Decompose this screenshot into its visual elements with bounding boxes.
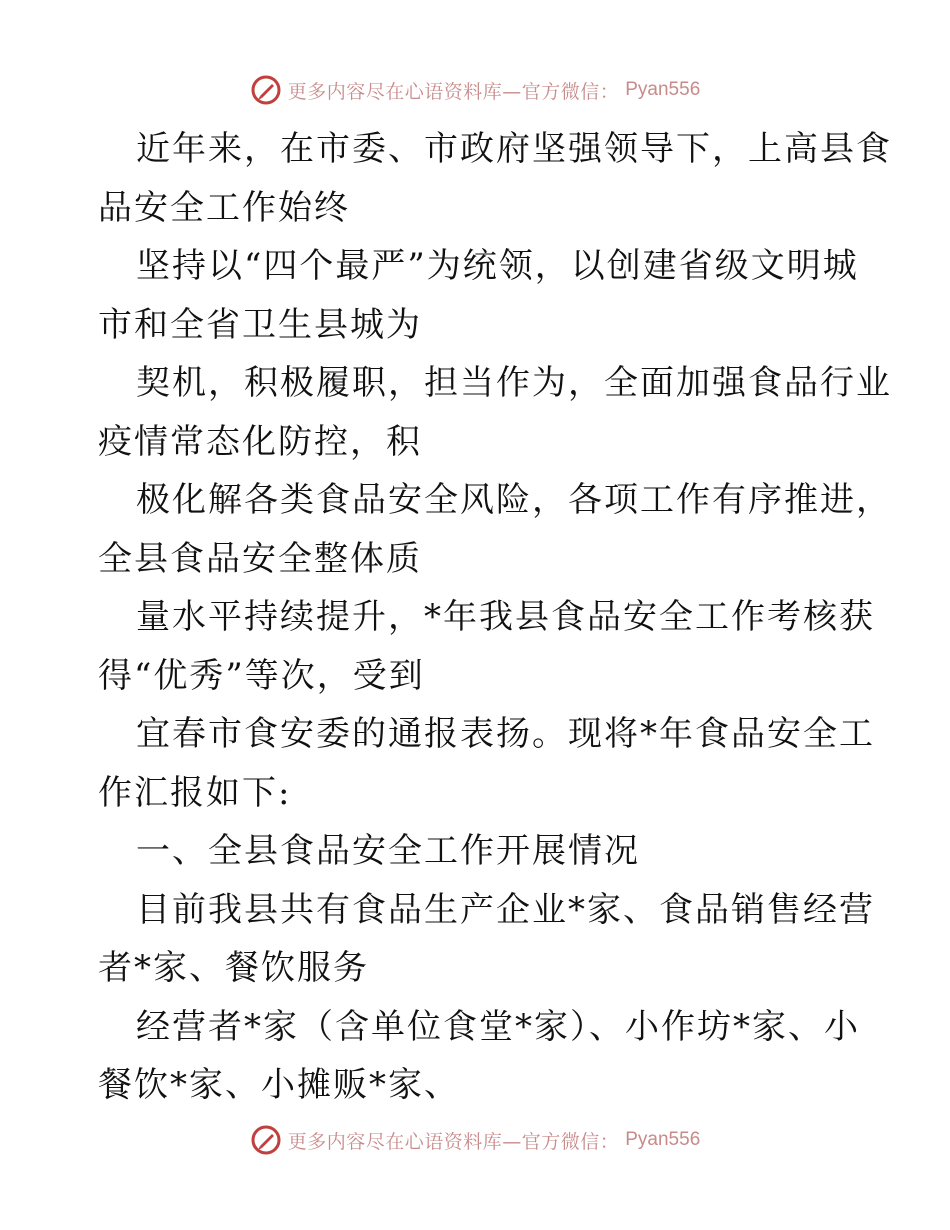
header-watermark bbox=[0, 70, 950, 110]
text-line: 市和全省卫生县城为 bbox=[98, 304, 422, 345]
text-line: 极化解各类食品安全风险，各项工作有序推进， bbox=[136, 480, 892, 520]
text-line: 坚持以“四个最严”为统领，以创建省级文明城 bbox=[136, 246, 859, 286]
text-line: 作汇报如下: bbox=[98, 772, 292, 813]
text-line: 全县食品安全整体质 bbox=[98, 538, 422, 579]
text-line: 者*家、餐饮服务 bbox=[98, 948, 369, 988]
watermark-wechat-id: Pyan556 bbox=[625, 79, 701, 100]
text-line: 目前我县共有食品生产企业*家、食品销售经营 bbox=[136, 889, 875, 930]
text-line: 品安全工作始终 bbox=[98, 187, 350, 228]
text-line: 疫情常态化防控，积 bbox=[98, 421, 422, 462]
watermark-text: 更多内容尽在心语资料库—官方微信： bbox=[287, 1130, 620, 1153]
text-line: 餐饮*家、小摊贩*家、 bbox=[98, 1065, 460, 1105]
text-line: 得“优秀”等次，受到 bbox=[98, 655, 425, 696]
watermark-text: 更多内容尽在心语资料库—官方微信： bbox=[287, 80, 620, 103]
text-line: 近年来，在市委、市政府坚强领导下，上高县食 bbox=[136, 129, 892, 169]
text-line: 契机，积极履职，担当作为，全面加强食品行业 bbox=[136, 363, 892, 403]
text-line: 量水平持续提升，*年我县食品安全工作考核获 bbox=[136, 597, 875, 637]
text-line: 宜春市食安委的通报表扬。现将*年食品安全工 bbox=[136, 714, 875, 754]
pen-logo-icon bbox=[250, 74, 282, 106]
document-body bbox=[98, 120, 892, 1115]
watermark-wechat-id: Pyan556 bbox=[625, 1129, 701, 1150]
section-heading: 一、全县食品安全工作开展情况 bbox=[136, 831, 640, 871]
pen-logo-icon bbox=[250, 1124, 282, 1156]
text-line: 经营者*家（含单位食堂*家）、小作坊*家、小 bbox=[136, 1006, 860, 1047]
footer-watermark bbox=[0, 1120, 950, 1160]
